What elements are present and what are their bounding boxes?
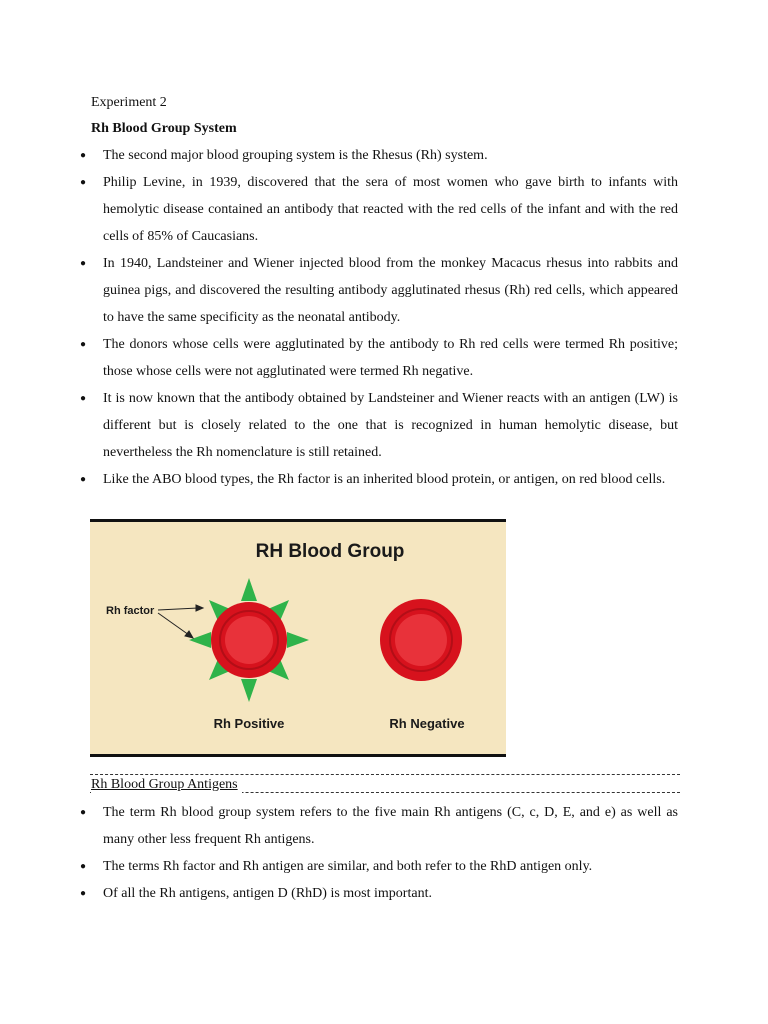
- rh-factor-label: Rh factor: [106, 605, 155, 617]
- list-item: ● The second major blood grouping system is the Rhesus (Rh) system.: [78, 142, 678, 169]
- list-item: ● The terms Rh factor and Rh antigen are similar, and both refer to the RhD antigen only.: [78, 853, 678, 880]
- list-item: ● Of all the Rh antigens, antigen D (RhD) is most important.: [78, 880, 678, 907]
- antigens-heading: Rh Blood Group Antigens: [91, 776, 242, 794]
- figure-bottom-border: [90, 754, 506, 757]
- bullet-dot: ●: [80, 393, 87, 404]
- figure-top-border: [90, 519, 506, 522]
- bullet-dot: ●: [80, 807, 87, 818]
- rh-negative-cell: [380, 599, 462, 681]
- bullet-dot: ●: [80, 150, 87, 161]
- bullet-dot: ●: [80, 339, 87, 350]
- rh-negative-label: Rh Negative: [389, 716, 465, 731]
- figure-title: RH Blood Group: [255, 541, 405, 562]
- bullet-dot: ●: [80, 888, 87, 899]
- bullet-dot: ●: [80, 258, 87, 269]
- dashed-divider: [90, 774, 680, 775]
- rh-positive-label: Rh Positive: [213, 716, 285, 731]
- list-item: ● Like the ABO blood types, the Rh factor is an inherited blood protein, or antigen, on red blood cells.: [78, 466, 678, 493]
- antigens-bullet-list: [78, 799, 678, 907]
- bullet-dot: ●: [80, 177, 87, 188]
- bullet-dot: ●: [80, 861, 87, 872]
- rh-blood-group-figure: [90, 519, 506, 758]
- list-item: ● In 1940, Landsteiner and Wiener injected blood from the monkey Macacus rhesus into rabbits and guinea pigs, and discovered the resulting antibody agglutinated rhesus (Rh) red cells, which appeared to have the same specificity as the neonatal antibody.: [78, 250, 678, 331]
- section-title: Rh Blood Group System: [91, 121, 237, 136]
- list-item: ● The donors whose cells were agglutinated by the antibody to Rh red cells were termed Rh positive; those whose cells were not agglutinated were termed Rh negative.: [78, 331, 678, 385]
- list-item: ● Philip Levine, in 1939, discovered that the sera of most women who gave birth to infants with hemolytic disease contained an antibody that reacted with the red cells of the infant and with the red cells of 85% of Caucasians.: [78, 169, 678, 250]
- list-item: ● The term Rh blood group system refers to the five main Rh antigens (C, c, D, E, and e) as well as many other less frequent Rh antigens.: [78, 799, 678, 853]
- experiment-label: Experiment 2: [91, 95, 167, 110]
- list-item: ● It is now known that the antibody obtained by Landsteiner and Wiener reacts with an antigen (LW) is different but is closely related to the one that is recognized in human hemolytic disease, but nevertheless the Rh nomenclature is still retained.: [78, 385, 678, 466]
- bullet-list: [78, 142, 678, 493]
- bullet-dot: ●: [80, 474, 87, 485]
